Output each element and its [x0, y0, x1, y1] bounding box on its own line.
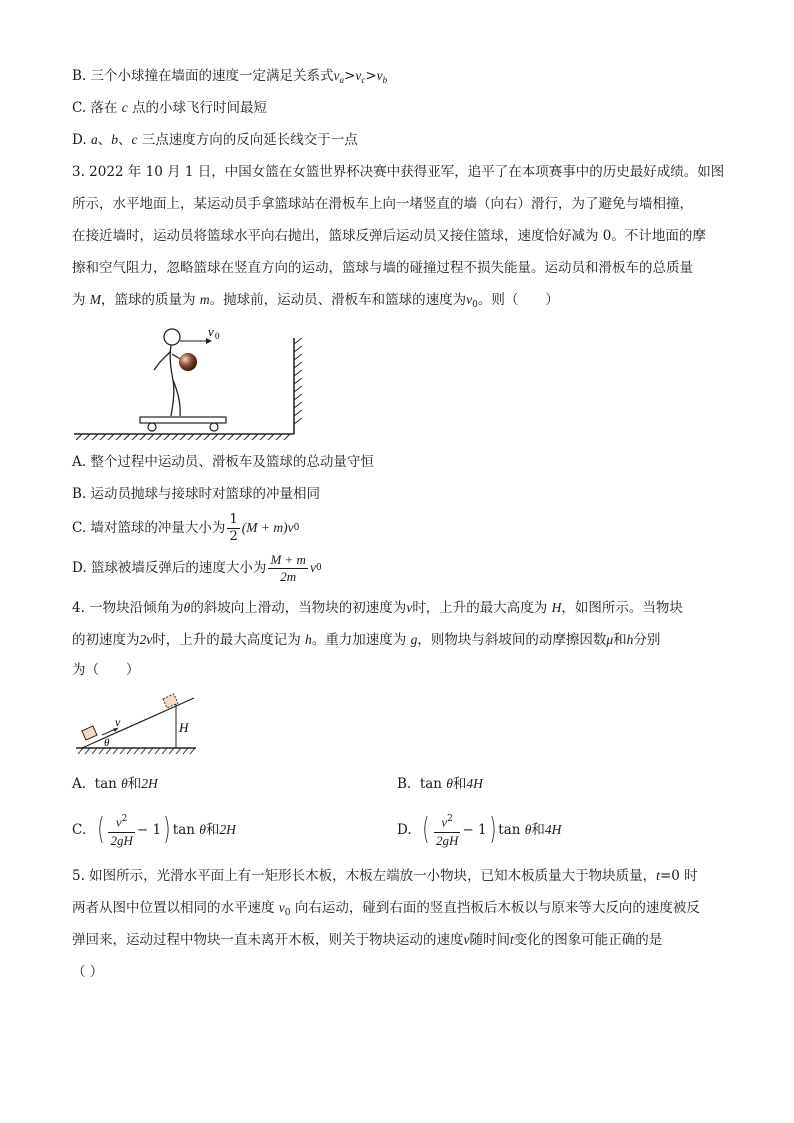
height-label: H — [179, 720, 189, 735]
velocity-label: v — [208, 324, 214, 339]
angle-label: θ — [104, 737, 110, 749]
fraction: $\frac{M + m}{2m}$ — [270, 551, 306, 584]
q4-option-a: A. tan θ和2H — [72, 776, 158, 792]
q5-stem-line-4: （ ） — [72, 964, 104, 980]
q2-option-d: D. a、b、c 三点速度方向的反向延长线交于一点 — [72, 132, 358, 148]
q3-stem-line-5: 为 M，篮球的质量为 m。抛球前，运动员、滑板车和篮球的速度为$v_0$。则（ ） — [72, 292, 559, 310]
q4-figure — [72, 690, 200, 760]
basketball — [179, 353, 197, 371]
velocity-label: v — [115, 715, 121, 729]
q3-stem-line-4: 擦和空气阻力，忽略篮球在竖直方向的运动，篮球与墙的碰撞过程不损失能量。运动员和滑板车的总质量 — [72, 260, 693, 276]
q4-stem-line-2: 的初速度为2v时，上升的最大高度记为 h。重力加速度为 g，则物块与斜坡间的动摩擦因数μ和h分别 — [72, 632, 661, 648]
skateboard-wheel — [148, 423, 156, 431]
q3-option-d: D. 篮球被墙反弹后的速度大小为 $\frac{M + m}{2m}$ v 0 — [72, 551, 322, 584]
ground-hatch — [76, 434, 290, 440]
q3-figure — [70, 318, 305, 440]
q4-option-d: D. ( $\frac{v^2}{2gH}$ − 1 ) tan θ 和 4H — [397, 812, 562, 848]
q5-stem-line-1: 5. 如图所示，光滑水平面上有一矩形长木板，木板左端放一小物块，已知木板质量大于物块质量，t=0 时 — [72, 868, 698, 884]
q3-option-a: A. 整个过程中运动员、滑板车及篮球的总动量守恒 — [72, 454, 374, 470]
skateboard — [140, 417, 226, 423]
q3-stem-line-1: 3. 2022 年 10 月 1 日，中国女篮在女篮世界杯决赛中获得亚军，追平了在本项赛事中的历史最好成绩。如图 — [72, 164, 725, 180]
q4-stem-line-3: 为（ ） — [72, 662, 140, 678]
athlete — [154, 329, 184, 416]
q3-stem-line-3: 在接近墙时，运动员将篮球水平向右抛出，篮球反弹后运动员又接住篮球，速度恰好减为 0。不计地面的摩 — [72, 228, 706, 244]
fraction: $\frac{v^2}{2gH}$ — [110, 814, 133, 848]
fraction: $\frac{v^2}{2gH}$ — [435, 814, 459, 848]
q5-stem-line-2: 两者从图中位置以相同的水平速度 $v_0$ 向右运动，碰到右面的竖直挡板后木板以与原来等大反向的速度被反 — [72, 900, 700, 918]
wall-hatch — [294, 338, 302, 424]
q4-option-b: B. tan θ和4H — [397, 776, 483, 792]
q4-stem-line-1: 4. 一物块沿倾角为θ的斜坡向上滑动，当物块的初速度为v时，上升的最大高度为 H，如图所示。当物块 — [72, 600, 683, 616]
ground-hatch — [78, 748, 195, 754]
fraction: $\frac{1}{2}$ — [229, 511, 238, 544]
block-start — [82, 726, 97, 740]
q3-option-c: C. 墙对篮球的冲量大小为 $\frac{1}{2}$ (M + m)v 0 — [72, 511, 300, 544]
velocity-label-sub: 0 — [215, 331, 220, 341]
q2-option-c: C. 落在 c 点的小球飞行时间最短 — [72, 100, 268, 116]
q3-stem-line-2: 所示，水平地面上，某运动员手拿篮球站在滑板车上向一堵竖直的墙（向右）滑行，为了避免与墙相撞， — [72, 196, 693, 212]
q2-option-b: B. 三个小球撞在墙面的速度一定满足关系式$v_a>v_c>v_b$ — [72, 68, 388, 85]
q5-stem-line-3: 弹回来，运动过程中物块一直未离开木板，则关于物块运动的速度v随时间t变化的图象可能正确的是 — [72, 932, 663, 948]
q3-option-b: B. 运动员抛球与接球时对篮球的冲量相同 — [72, 486, 321, 502]
q4-option-c: C. ( $\frac{v^2}{2gH}$ − 1 ) tan θ 和 2H — [72, 812, 236, 848]
slope — [82, 698, 194, 748]
skateboard-wheel — [210, 423, 218, 431]
